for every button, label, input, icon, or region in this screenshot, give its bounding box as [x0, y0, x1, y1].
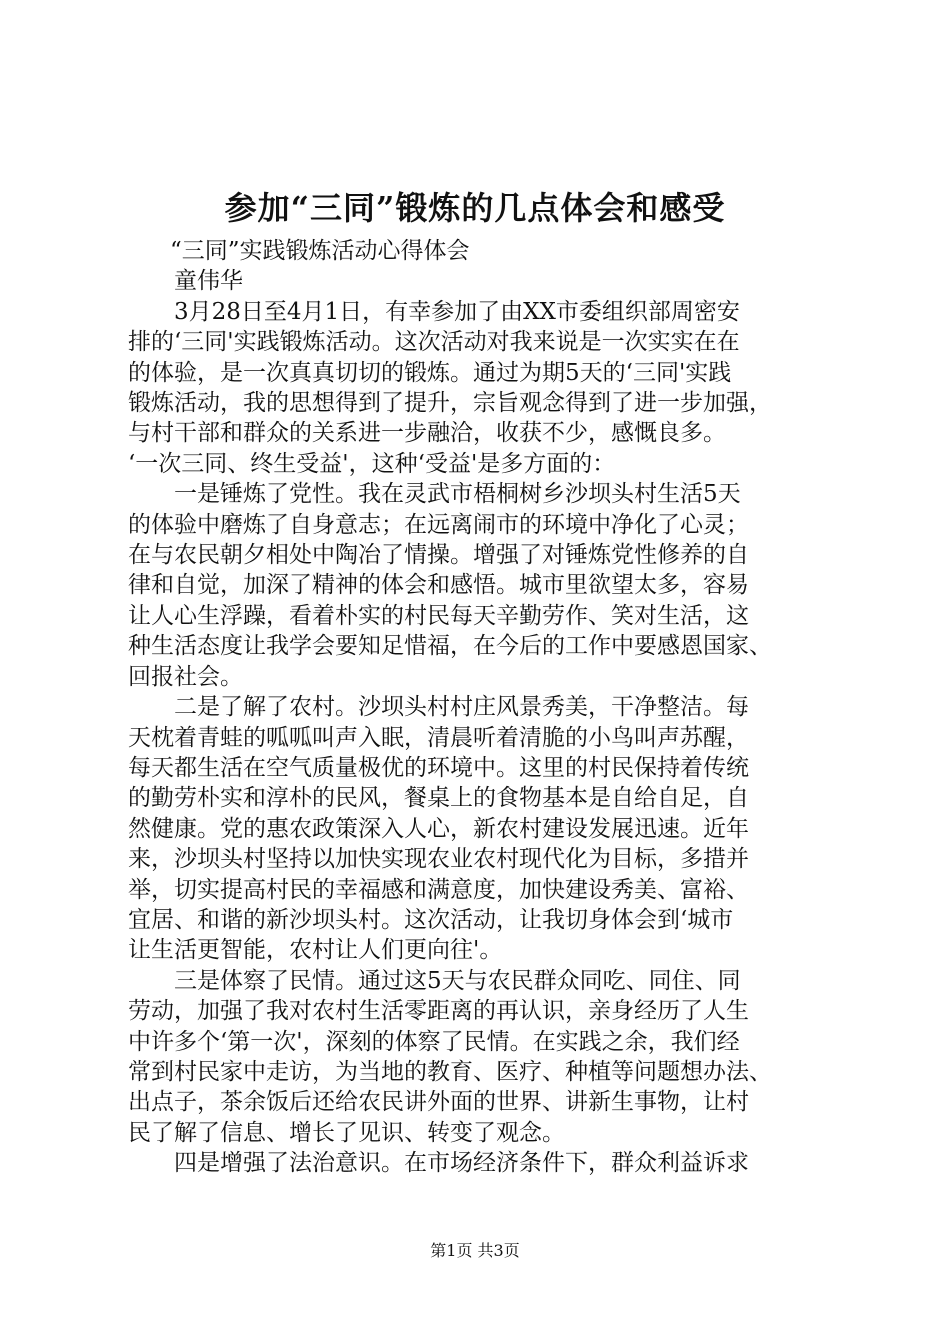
body-line: 民了解了信息、增长了见识、转变了观念。	[128, 1119, 565, 1146]
body-line: 四是增强了法治意识。在市场经济条件下，群众利益诉求	[174, 1150, 749, 1177]
body-line: 常到村民家中走访，为当地的教育、医疗、种植等问题想办法、	[128, 1058, 772, 1085]
body-line: 的体验中磨炼了自身意志；在远离闹市的环境中净化了心灵；	[128, 511, 749, 538]
body-line: 然健康。党的惠农政策深入人心，新农村建设发展迅速。近年	[128, 815, 749, 842]
body-line: 回报社会。	[128, 663, 243, 690]
body-line: 中许多个‘第一次'，深刻的体察了民情。在实践之余，我们经	[128, 1028, 740, 1055]
body-line: 在与农民朝夕相处中陶冶了情操。增强了对锤炼党性修养的自	[128, 542, 749, 569]
body-line: 种生活态度让我学会要知足惜福，在今后的工作中要感恩国家、	[128, 633, 772, 660]
body-line: 举，切实提高村民的幸福感和满意度，加快建设秀美、富裕、	[128, 876, 749, 903]
body-line: 排的‘三同'实践锻炼活动。这次活动对我来说是一次实实在在	[128, 329, 740, 356]
body-line: ‘一次三同、终生受益'，这种‘受益'是多方面的：	[128, 450, 616, 477]
body-line: 让生活更智能，农村让人们更向往'。	[128, 937, 503, 964]
document-subtitle: “三同”实践锻炼活动心得体会	[170, 238, 470, 264]
body-line: 出点子，茶余饭后还给农民讲外面的世界、讲新生事物，让村	[128, 1089, 749, 1116]
document-body	[128, 236, 828, 1179]
body-line: 劳动，加强了我对农村生活零距离的再认识，亲身经历了人生	[128, 998, 749, 1025]
body-line: 二是了解了农村。沙坝头村村庄风景秀美，干净整洁。每	[174, 694, 749, 721]
body-line: 宜居、和谐的新沙坝头村。这次活动，让我切身体会到‘城市	[128, 906, 734, 933]
body-line: 锻炼活动，我的思想得到了提升，宗旨观念得到了进一步加强，	[128, 390, 772, 417]
body-line: 天枕着青蛙的呱呱叫声入眠，清晨听着清脆的小鸟叫声苏醒，	[128, 724, 749, 751]
document-title: 参加“三同”锻炼的几点体会和感受	[224, 189, 726, 227]
document-author: 童伟华	[174, 268, 243, 295]
page-footer: 第1页 共3页	[430, 1241, 520, 1260]
body-line: 一是锤炼了党性。我在灵武市梧桐树乡沙坝头村生活5天	[174, 481, 741, 508]
body-line: 三是体察了民情。通过这5天与农民群众同吃、同住、同	[174, 967, 741, 994]
body-line: 3月28日至4月1日，有幸参加了由XX市委组织部周密安	[174, 298, 740, 325]
body-line: 来，沙坝头村坚持以加快实现农业农村现代化为目标，多措并	[128, 846, 749, 873]
body-line: 与村干部和群众的关系进一步融洽，收获不少，感慨良多。	[128, 420, 726, 447]
body-text	[128, 297, 828, 1179]
body-line: 律和自觉，加深了精神的体会和感悟。城市里欲望太多，容易	[128, 572, 749, 599]
body-line: 每天都生活在空气质量极优的环境中。这里的村民保持着传统	[128, 754, 749, 781]
body-line: 的体验，是一次真真切切的锻炼。通过为期5天的‘三同'实践	[128, 359, 732, 386]
body-line: 的勤劳朴实和淳朴的民风，餐桌上的食物基本是自给自足，自	[128, 785, 749, 812]
body-line: 让人心生浮躁，看着朴实的村民每天辛勤劳作、笑对生活，这	[128, 602, 749, 629]
